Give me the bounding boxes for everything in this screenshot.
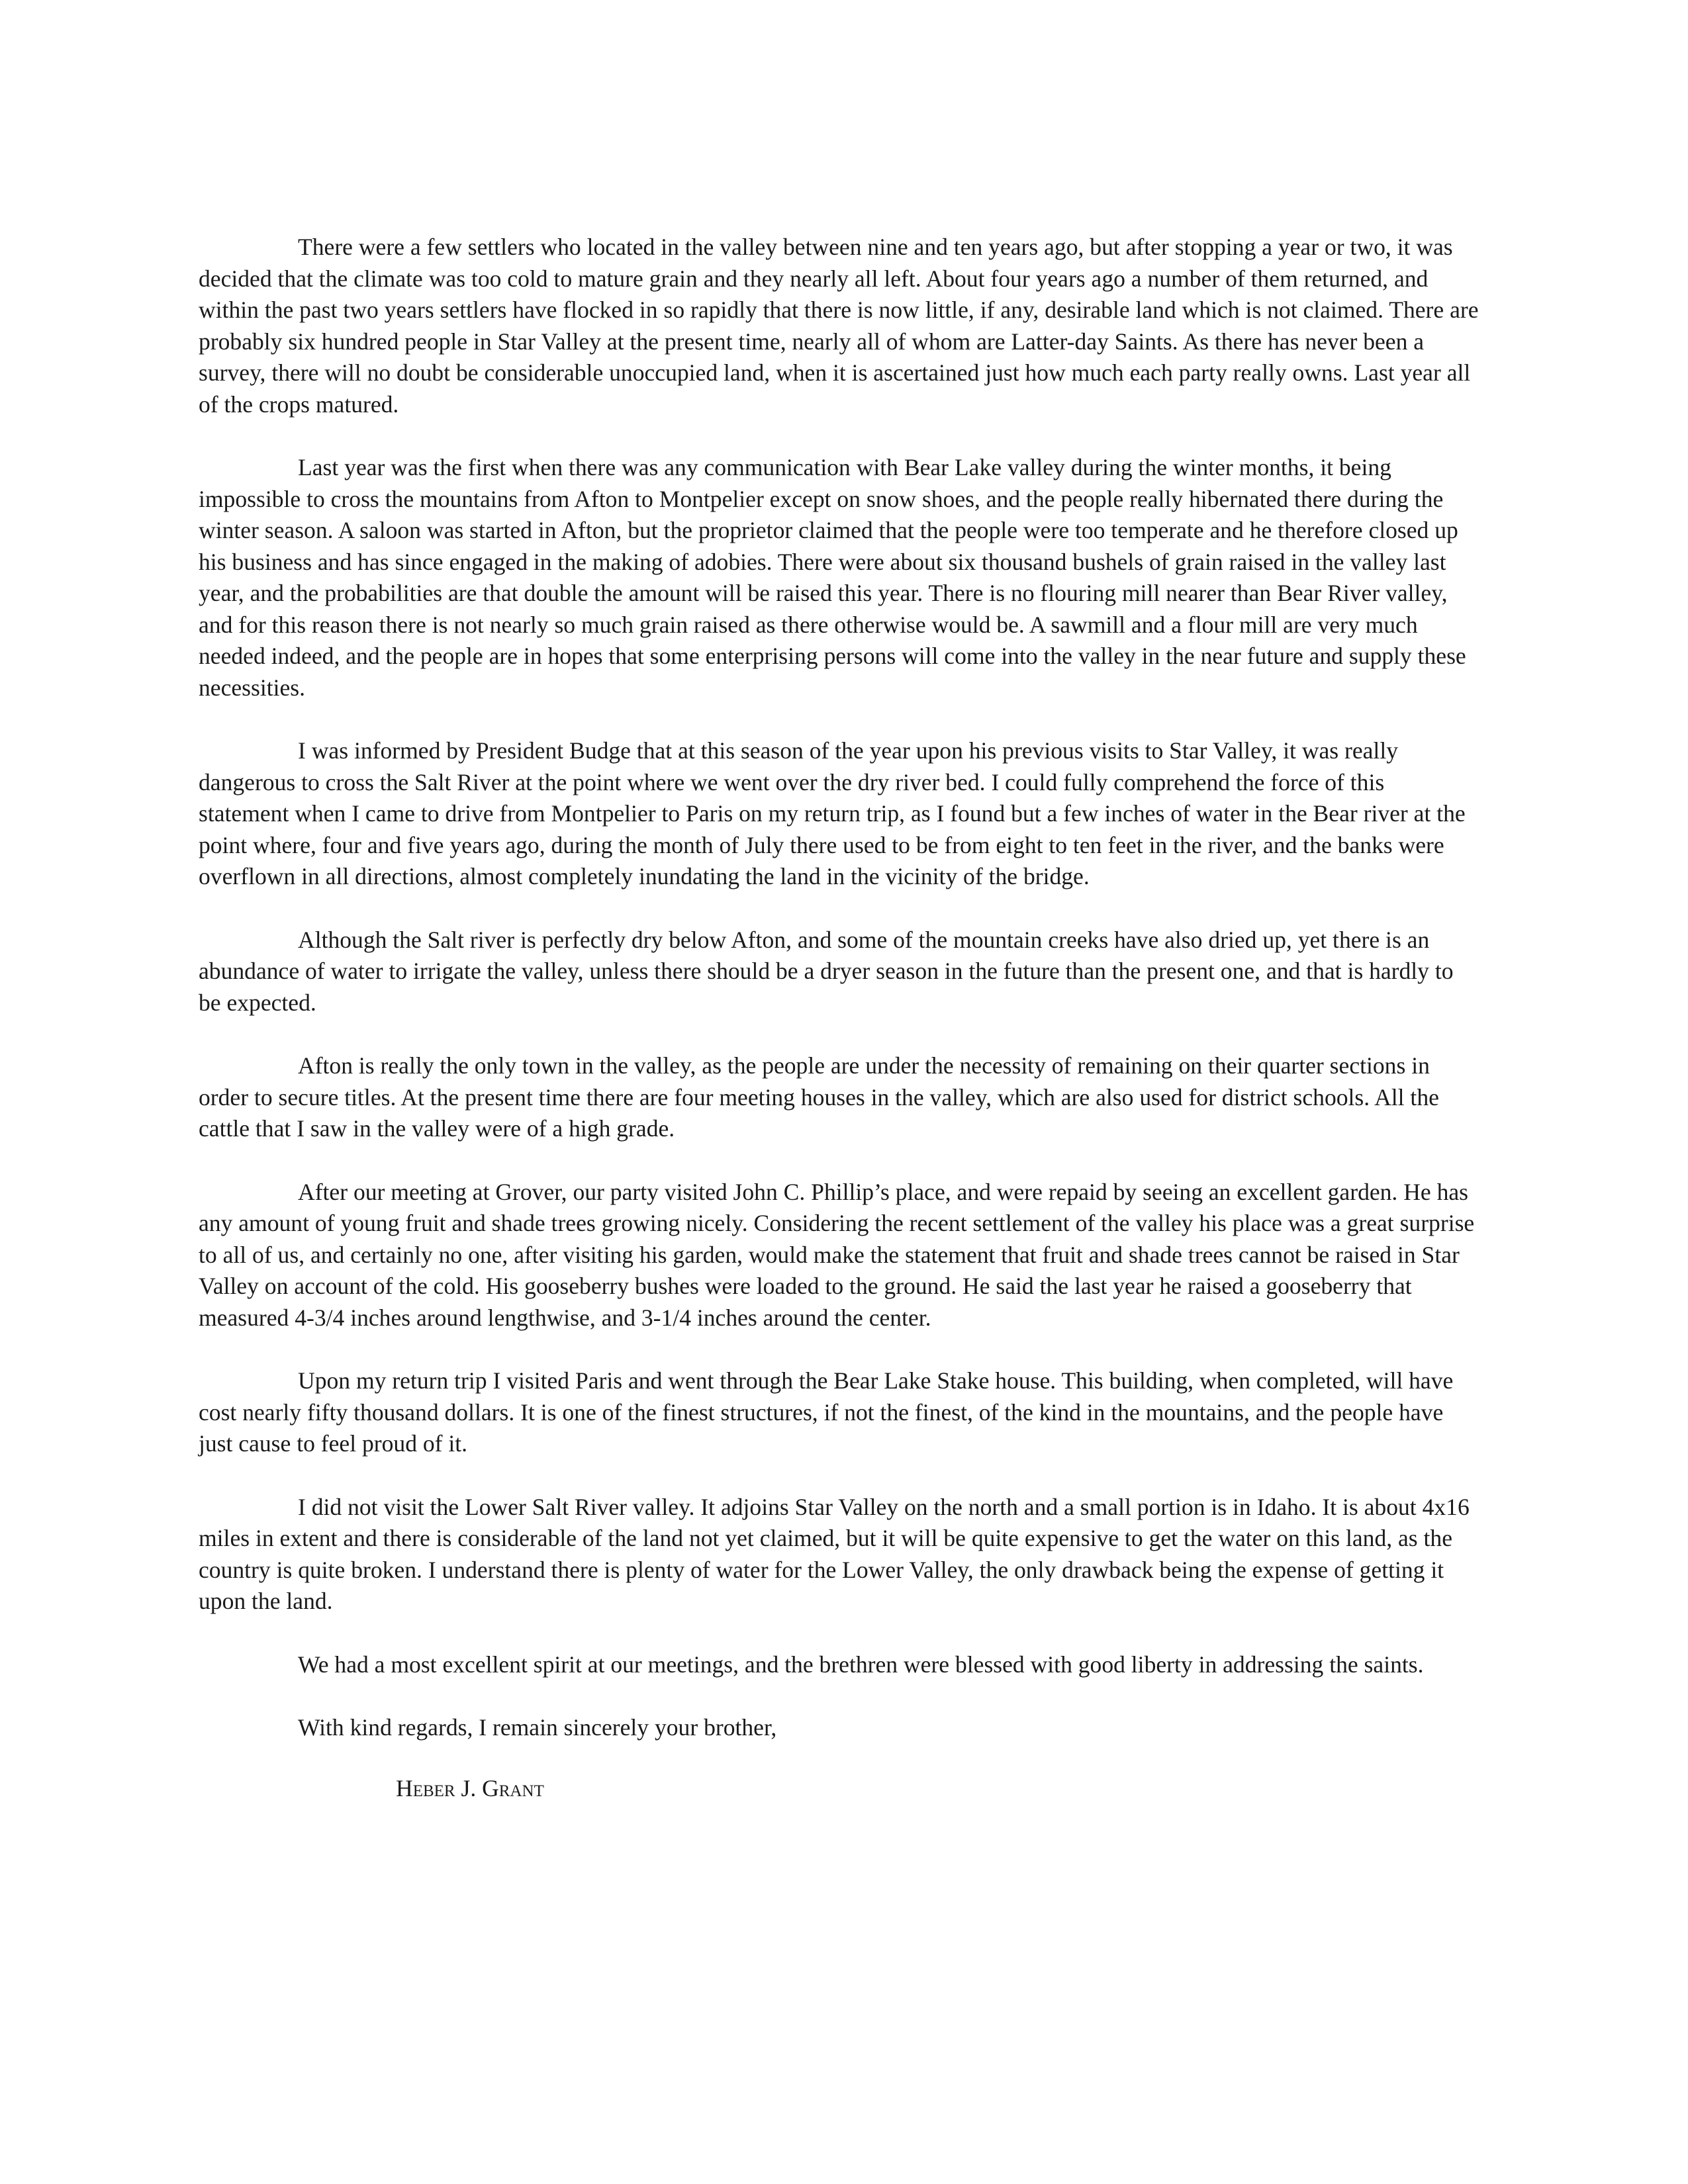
paragraph: I was informed by President Budge that at this season of the year upon his previous visits to Star Valley, it was really dangerous to cross the Salt River at the point where we went over the dry river bed. I could fully comprehend the force of this statement when I came to drive from Montpelier to Paris on my return trip, as I found but a few inches of water in the Bear river at the point where, four and five years ago, during the month of July there used to be from eight to ten feet in the river, and the banks were overflown in all directions, almost completely inundating the land in the vicinity of the bridge. bbox=[199, 737, 1466, 889]
closing-line: With kind regards, I remain sincerely your brother, bbox=[298, 1714, 777, 1741]
paragraph: Afton is really the only town in the valley, as the people are under the necessity of remaining on their quarter sections in order to secure titles. At the present time there are four meeting houses in the valley, which are also used for district schools. All the cattle that I saw in the valley were of a high grade. bbox=[199, 1052, 1439, 1142]
letter-body bbox=[199, 232, 1479, 1804]
paragraph: Upon my return trip I visited Paris and went through the Bear Lake Stake house. This building, when completed, will have cost nearly fifty thousand dollars. It is one of the finest structures, if not the finest, of the kind in the mountains, and the people have just cause to feel proud of it. bbox=[199, 1367, 1454, 1457]
signature: Heber J. Grant bbox=[396, 1774, 544, 1801]
paragraph: After our meeting at Grover, our party visited John C. Phillip’s place, and were repaid by seeing an excellent garden. He has any amount of young fruit and shade trees growing nicely. Considering the recent settlement of the valley his place was a great surprise to all of us, and certainly no one, after visiting his garden, would make the statement that fruit and shade trees cannot be raised in Star Valley on account of the cold. His gooseberry bushes were loaded to the ground. He said the last year he raised a gooseberry that measured 4-3/4 inches around lengthwise, and 3-1/4 inches around the center. bbox=[199, 1178, 1475, 1331]
paragraph: I did not visit the Lower Salt River valley. It adjoins Star Valley on the north and a small portion is in Idaho. It is about 4x16 miles in extent and there is considerable of the land not yet claimed, but it will be quite expensive to get the water on this land, as the country is quite broken. I understand there is plenty of water for the Lower Valley, the only drawback being the expense of getting it upon the land. bbox=[199, 1493, 1470, 1614]
paragraph: There were a few settlers who located in the valley between nine and ten years ago, but after stopping a year or two, it was decided that the climate was too cold to mature grain and they nearly all left. About four years ago a number of them returned, and within the past two years settlers have flocked in so rapidly that there is now little, if any, desirable land which is not claimed. There are probably six hundred people in Star Valley at the present time, nearly all of whom are Latter-day Saints. As there has never been a survey, there will no doubt be considerable unoccupied land, when it is ascertained just how much each party really owns. Last year all of the crops matured. bbox=[199, 234, 1479, 418]
paragraph: Although the Salt river is perfectly dry below Afton, and some of the mountain creeks have also dried up, yet there is an abundance of water to irrigate the valley, unless there should be a dryer season in the future than the present one, and that is hardly to be expected. bbox=[199, 926, 1454, 1016]
paragraph: We had a most excellent spirit at our meetings, and the brethren were blessed with good liberty in addressing the saints. bbox=[298, 1651, 1424, 1678]
paragraph: Last year was the first when there was any communication with Bear Lake valley during the winter months, it being impossible to cross the mountains from Afton to Montpelier except on snow shoes, and the people really hibernated there during the winter season. A saloon was started in Afton, but the proprietor claimed that the people were too temperate and he therefore closed up his business and has since engaged in the making of adobies. There were about six thousand bushels of grain raised in the valley last year, and the probabilities are that double the amount will be raised this year. There is no flouring mill nearer than Bear River valley, and for this reason there is not nearly so much grain raised as there otherwise would be. A sawmill and a flour mill are very much needed indeed, and the people are in hopes that some enterprising persons will come into the valley in the near future and supply these necessities. bbox=[199, 454, 1466, 701]
